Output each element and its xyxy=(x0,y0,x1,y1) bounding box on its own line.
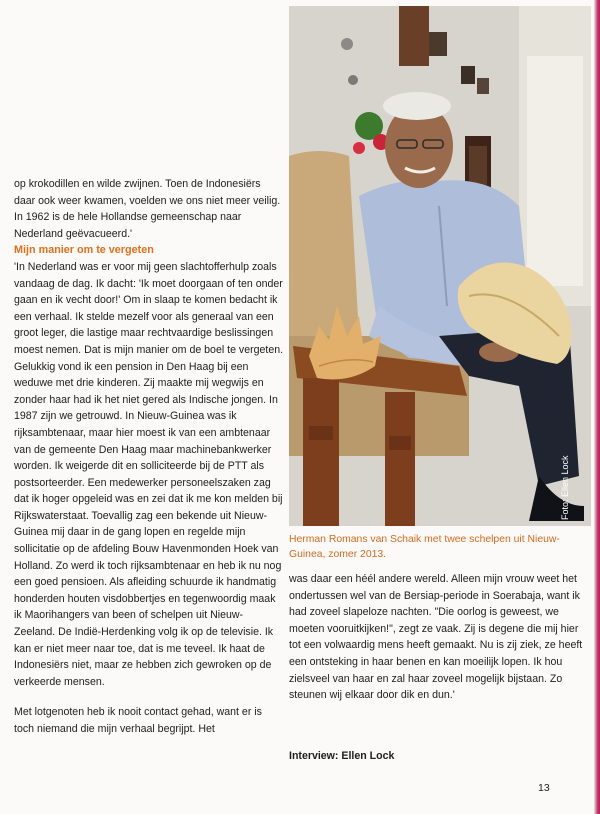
right-text-column xyxy=(289,571,589,704)
main-paragraph: 'In Nederland was er voor mij geen slachtofferhulp zoals vandaag de dag. Ik dacht: 'Ik moet doorgaan of ten onder gaan en ik vecht door!' Om in slaap te komen bedacht ik een verhaal. Ik stelde mezelf voor als generaal van een groot leger, die lastige maar rechtvaardige beslissingen moest nemen. Dat is mijn manier om de boel te vergeten. Gelukkig vond ik een pension in Den Haag bij een weduwe met drie kinderen. Zij maakte mij wegwijs en zonder haar had ik het niet gered als Indische jongen. In 1987 zijn we getrouwd. In Nieuw-Guinea was ik rijksambtenaar, maar hier moest ik van een ambtenaar van de gemeente Den Haag maar machinebankwerker worden. Ik weigerde dit en solliciteerde bij de PTT als postsorteerder. Een medewerker personeelszaken zag dat ik hoger opgeleid was en zei dat ik me kon melden bij Rijkswaterstaat. Toevallig zag een bekende uit Nieuw-Guinea mij daar in de gang lopen en regelde mijn sollicitatie op de afdeling Bouw Havenmonden Hoek van Holland. Zo werd ik toch rijksambtenaar en heb ik nu nog een goed pensioen. Als afleiding schuurde ik handmatig honderden houten visdobbertjes en tegenwoordig maak ik Maorihangers van been of schelpen uit Nieuw-Zeeland. De Indië-Herdenking volg ik op de televisie. Ik kan er niet meer naar toe, dat is me teveel. Ik haat de Indonesiërs niet, maar ze hebben zich gewroken op de verkeerde mensen. xyxy=(14,260,284,688)
left-text-column xyxy=(14,176,284,738)
continuation-paragraph: was daar een héél andere wereld. Alleen mijn vrouw weet het ondertussen wel van de Bersiap-periode in Soerabaja, want ik had zoveel slapeloze nachten. "Die oorlog is geweest, we moeten vooruitkijken!", zegt ze vaak. Zij is degene die mij hier tot een volwaardig mens heeft gemaakt. Nu is zij ziek, ze heeft een ontsteking in haar benen en kan moeilijk lopen. Ik hou zielsveel van haar en zal haar zoveel mogelijk bijstaan. Zo steunen wij elkaar door dik en dun.' xyxy=(289,573,583,702)
photo-credit: Foto: Ellen Lock xyxy=(560,455,570,520)
portrait-photo xyxy=(289,6,591,526)
closing-paragraph: Met lotgenoten heb ik nooit contact gehad, want er is toch niemand die mijn verhaal begrijpt. Het xyxy=(14,706,262,735)
portrait-illustration xyxy=(289,6,591,526)
interview-credit: Interview: Ellen Lock xyxy=(289,750,395,762)
photo-caption: Herman Romans van Schaik met twee schelpen uit Nieuw-Guinea, zomer 2013. xyxy=(289,534,560,560)
page-number: 13 xyxy=(538,782,550,794)
page-edge-stripe xyxy=(594,0,600,814)
section-subheading: Mijn manier om te vergeten xyxy=(14,244,154,257)
intro-paragraph: op krokodillen en wilde zwijnen. Toen de Indonesiërs daar ook weer kwamen, voelden we ons niet meer veilig. In 1962 is de hele Hollandse gemeenschap naar Nederland geëvacueerd.' xyxy=(14,178,281,240)
